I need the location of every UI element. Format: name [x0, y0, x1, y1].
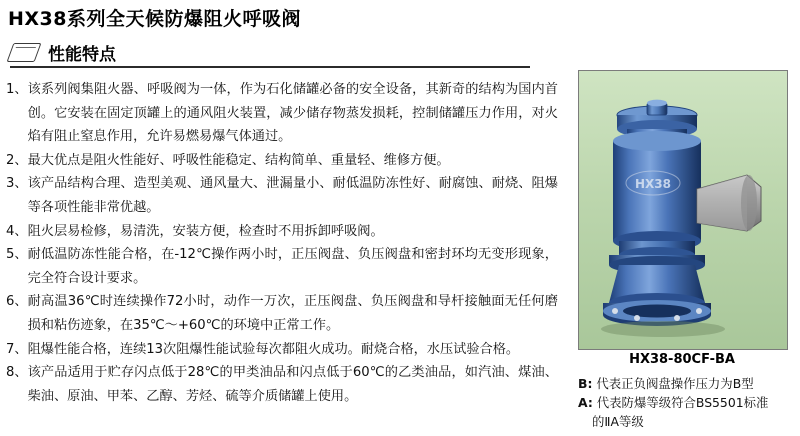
list-item — [6, 78, 558, 149]
list-item-number: 8、 — [6, 365, 28, 381]
list-item-number: 6、 — [6, 294, 28, 310]
list-item — [6, 220, 558, 244]
list-item-number: 7、 — [6, 341, 28, 357]
section-title: 性能特点 — [48, 45, 116, 65]
list-item — [6, 243, 558, 290]
list-item-text: 耐高温36℃时连续操作72小时，动作一万次，正压阀盘、负压阀盘和导杆接触面无任何磨损和粘伤迹象，在35℃～+60℃的环境中正常工作。 — [27, 294, 558, 333]
list-item-text: 耐低温防冻性能合格，在-12℃操作两小时，正压阀盘、负压阀盘和密封环均无变形现象，完全符合设计要求。 — [27, 247, 558, 286]
legend-block — [578, 374, 794, 431]
legend-continuation: 的ⅡA等级 — [592, 414, 644, 429]
legend-key: B: — [578, 376, 593, 391]
legend-row — [578, 393, 794, 412]
svg-text:HX38: HX38 — [635, 177, 671, 191]
legend-row — [578, 374, 794, 393]
note-pencil-icon — [7, 43, 42, 62]
list-item-number: 5、 — [6, 247, 28, 263]
list-item-text: 阻火层易检修，易清洗，安装方便，检查时不用拆卸呼吸阀。 — [27, 223, 384, 239]
list-item-text: 阻爆性能合格，连续13次阻爆性能试验每次都阻火成功。耐烧合格，水压试验合格。 — [27, 341, 520, 357]
list-item-text: 最大优点是阻火性能好、呼吸性能稳定、结构简单、重量轻、维修方便。 — [27, 152, 450, 168]
list-item-text: 该系列阀集阻火器、呼吸阀为一体，作为石化储罐必备的安全设备，其新奇的结构为国内首创。它安装在固定顶罐上的通风阻火装置，减少储存物蒸发损耗，控制储罐压力作用，对火焰有阻止窒息作用，允许易燃易爆气体通过。 — [27, 82, 558, 145]
list-item-number: 2、 — [6, 152, 28, 168]
section-header — [10, 40, 116, 65]
list-item — [6, 361, 558, 408]
list-item-text: 该产品适用于贮存闪点低于28℃的甲类油品和闪点低于60℃的乙类油品，如汽油、煤油、柴油、原油、甲苯、乙醇、芳烃、硫等介质储罐上使用。 — [27, 365, 558, 404]
list-item — [6, 172, 558, 219]
section-divider — [10, 66, 530, 68]
list-item — [6, 290, 558, 337]
legend-key: A: — [578, 395, 593, 410]
product-photo — [578, 70, 788, 350]
list-item — [6, 338, 558, 362]
legend-value: 代表防爆等级符合BS5501标准 — [596, 395, 769, 410]
breather-valve-illustration — [579, 71, 787, 349]
list-item — [6, 149, 558, 173]
list-item-number: 3、 — [6, 176, 28, 192]
page-title: HX38系列全天候防爆阻火呼吸阀 — [8, 8, 301, 30]
list-item-text: 该产品结构合理、造型美观、通风量大、泄漏量小、耐低温防冻性好、耐腐蚀、耐烧、阻爆等各项性能非常优越。 — [27, 176, 558, 215]
photo-caption: HX38-80CF-BA — [629, 352, 735, 367]
legend-value: 代表正负阀盘操作压力为B型 — [596, 376, 754, 391]
features-list — [6, 78, 558, 408]
list-item-number: 1、 — [6, 82, 28, 97]
list-item-number: 4、 — [6, 223, 28, 239]
